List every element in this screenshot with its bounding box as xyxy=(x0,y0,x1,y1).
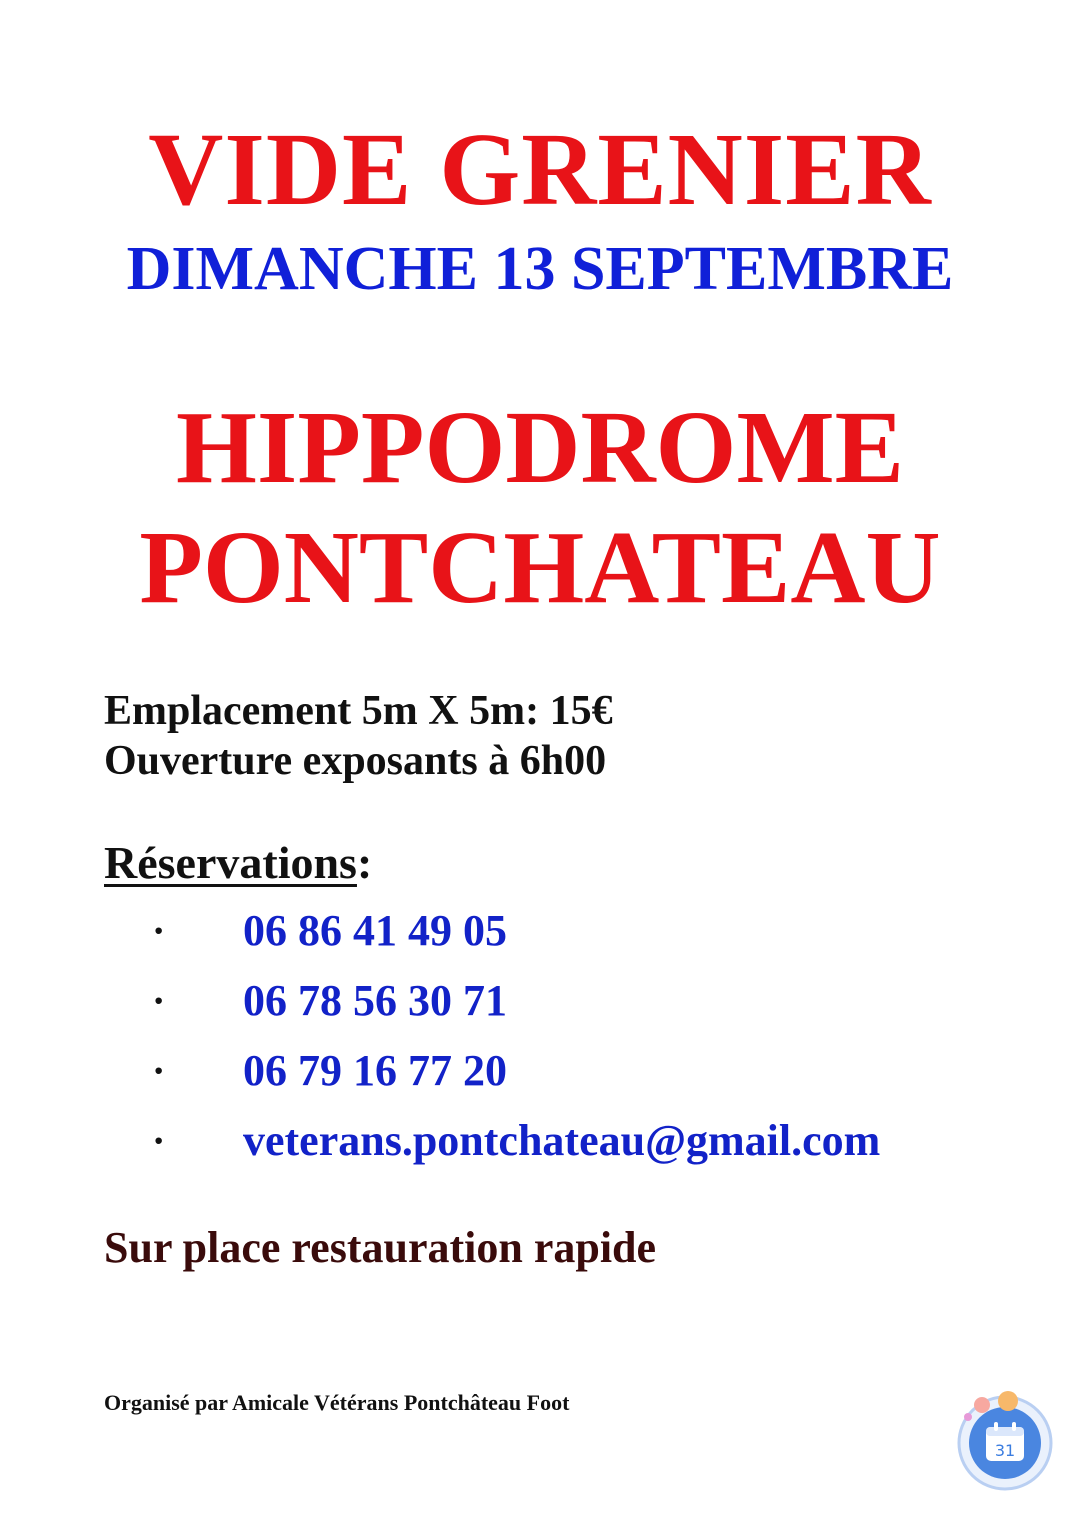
phone-number[interactable]: 06 86 41 49 05 xyxy=(243,906,507,955)
opening-time: Ouverture exposants à 6h00 xyxy=(104,738,607,784)
list-item xyxy=(0,966,1080,1036)
calendar-icon xyxy=(950,1385,1060,1495)
bullet-icon: · xyxy=(152,1118,166,1163)
event-date: DIMANCHE 13 SEPTEMBRE xyxy=(126,235,954,303)
calendar-badge[interactable] xyxy=(950,1385,1060,1495)
phone-number[interactable]: 06 79 16 77 20 xyxy=(243,1046,507,1095)
bullet-icon: · xyxy=(152,908,166,953)
venue-town: PONTCHATEAU xyxy=(139,510,941,625)
organizer-credit: Organisé par Amicale Vétérans Pontchâteau Foot xyxy=(104,1390,570,1415)
bullet-icon: · xyxy=(152,1048,166,1093)
reservations-colon: : xyxy=(356,837,373,888)
list-item xyxy=(0,1106,1080,1176)
food-notice: Sur place restauration rapide xyxy=(104,1223,657,1272)
calendar-day: 31 xyxy=(994,1441,1016,1460)
bullet-icon: · xyxy=(152,978,166,1023)
pitch-price: Emplacement 5m X 5m: 15€ xyxy=(104,688,613,734)
phone-number[interactable]: 06 78 56 30 71 xyxy=(243,976,507,1025)
list-item xyxy=(0,1036,1080,1106)
email-address[interactable]: veterans.pontchateau@gmail.com xyxy=(243,1116,881,1165)
list-item xyxy=(0,896,1080,966)
venue-name: HIPPODROME xyxy=(176,390,904,505)
reservations-heading xyxy=(104,836,372,890)
poster-title: VIDE GRENIER xyxy=(148,112,932,227)
reservations-label: Réservations xyxy=(104,837,357,888)
